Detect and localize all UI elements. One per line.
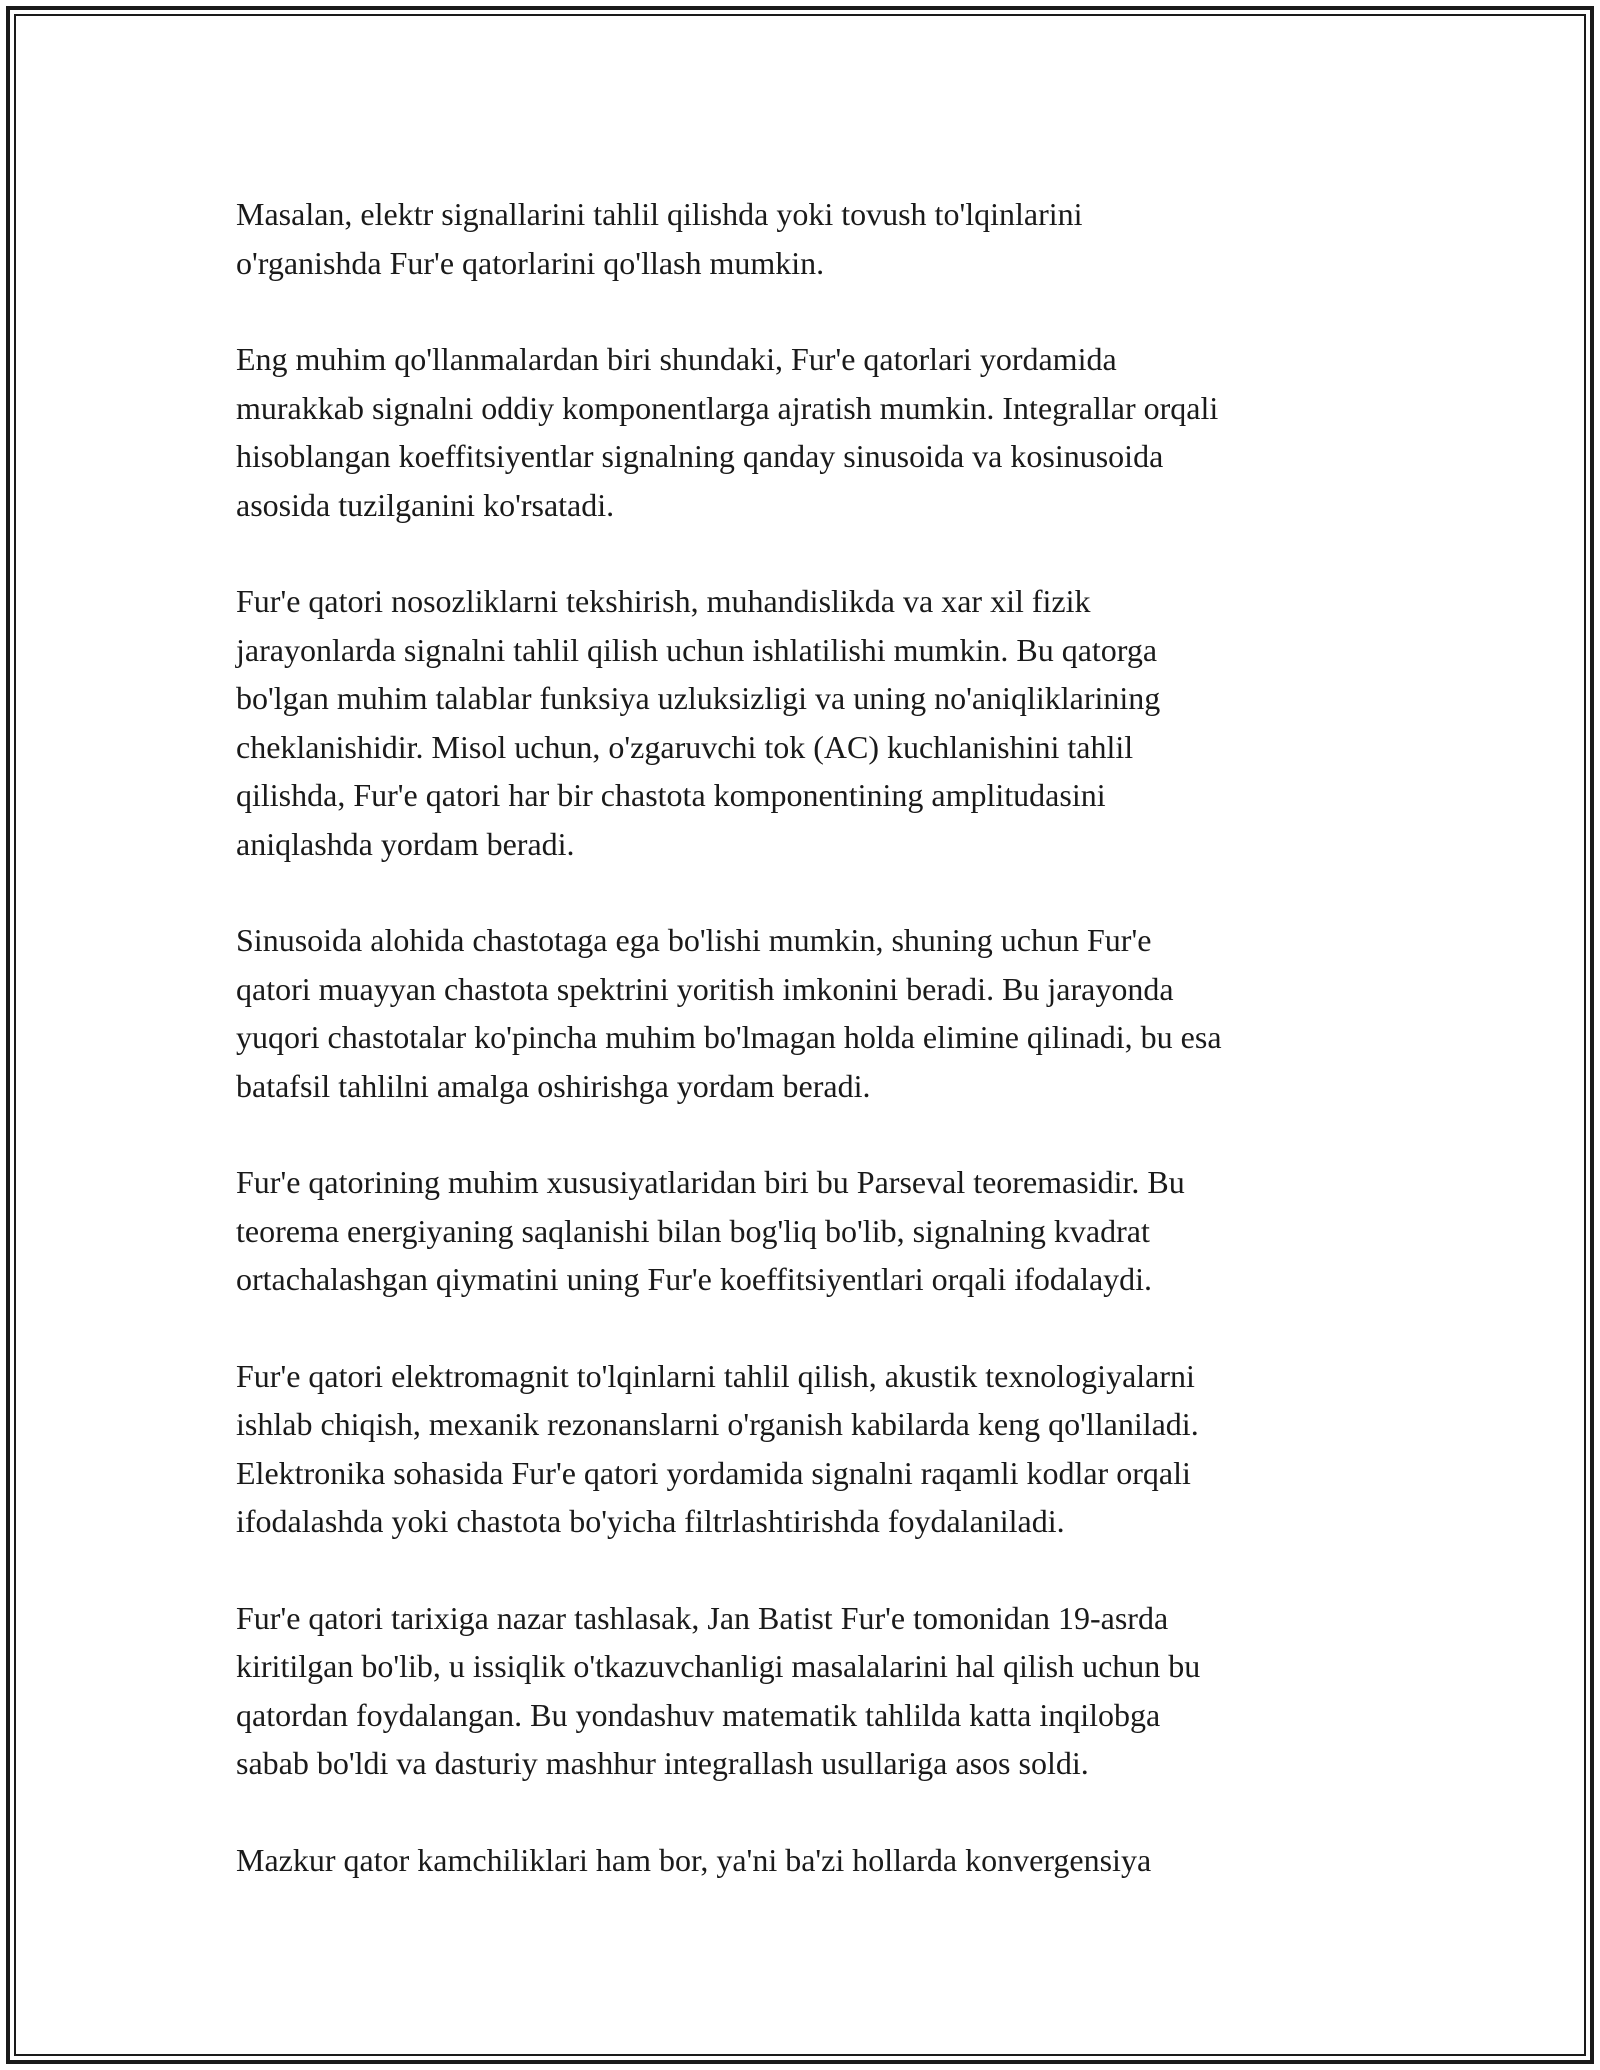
- text-line: murakkab signalni oddiy komponentlarga ajratish mumkin. Integrallar orqali: [236, 389, 1219, 426]
- paragraph: [236, 1352, 1386, 1546]
- text-line: qatori muayyan chastota spektrini yoritish imkonini beradi. Bu jarayonda: [236, 970, 1174, 1007]
- text-line: Sinusoida alohida chastotaga ega bo'lishi mumkin, shuning uchun Fur'e: [236, 922, 1152, 958]
- text-line: o'rganishda Fur'e qatorlarini qo'llash mumkin.: [236, 244, 825, 281]
- text-line: ishlab chiqish, mexanik rezonanslarni o'rganish kabilarda keng qo'llaniladi.: [236, 1406, 1199, 1442]
- text-line: jarayonlarda signalni tahlil qilish uchun ishlatilishi mumkin. Bu qatorga: [236, 631, 1158, 668]
- text-line: Fur'e qatorining muhim xususiyatlaridan biri bu Parseval teoremasidir. Bu: [236, 1164, 1185, 1200]
- text-line: qilishda, Fur'e qatori har bir chastota komponentining amplitudasini: [236, 777, 1106, 813]
- text-line: ortachalashgan qiymatini uning Fur'e koeffitsiyentlari orqali ifodalaydi.: [236, 1261, 1153, 1297]
- paragraph: [236, 1594, 1386, 1788]
- paragraph: [236, 335, 1386, 529]
- text-line: yuqori chastotalar ko'pincha muhim bo'lmagan holda elimine qilinadi, bu esa: [236, 1019, 1222, 1055]
- text-line: bo'lgan muhim talablar funksiya uzluksizligi va uning no'aniqliklarining: [236, 680, 1161, 716]
- text-line: Eng muhim qo'llanmalardan biri shundaki, Fur'e qatorlari yordamida: [236, 341, 1117, 377]
- text-line: Masalan, elektr signallarini tahlil qilishda yoki tovush to'lqinlarini: [236, 196, 1083, 232]
- text-line: asosida tuzilganini ko'rsatadi.: [236, 486, 615, 523]
- text-line: cheklanishidir. Misol uchun, o'zgaruvchi tok (AC) kuchlanishini tahlil: [236, 728, 1134, 765]
- paragraph: [236, 190, 1386, 287]
- text-line: Elektronika sohasida Fur'e qatori yordamida signalni raqamli kodlar orqali: [236, 1454, 1191, 1491]
- document-body: [236, 190, 1386, 1932]
- paragraph: [236, 916, 1386, 1110]
- text-line: Fur'e qatori elektromagnit to'lqinlarni tahlil qilish, akustik texnologiyalarni: [236, 1357, 1195, 1394]
- paragraph: [236, 577, 1386, 868]
- text-line: Mazkur qator kamchiliklari ham bor, ya'ni ba'zi hollarda konvergensiya: [236, 1841, 1152, 1878]
- text-line: hisoblangan koeffitsiyentlar signalning qanday sinusoida va kosinusoida: [236, 438, 1164, 474]
- text-line: Fur'e qatori nosozliklarni tekshirish, muhandislikda va xar xil fizik: [236, 583, 1091, 619]
- text-line: ifodalashda yoki chastota bo'yicha filtrlashtirishda foydalaniladi.: [236, 1503, 1065, 1539]
- paragraph: [236, 1158, 1386, 1304]
- text-line: sabab bo'ldi va dasturiy mashhur integrallash usullariga asos soldi.: [236, 1745, 1089, 1781]
- text-line: kiritilgan bo'lib, u issiqlik o'tkazuvchanligi masalalarini hal qilish uchun bu: [236, 1648, 1201, 1684]
- text-line: batafsil tahlilni amalga oshirishga yordam beradi.: [236, 1067, 871, 1104]
- text-line: teorema energiyaning saqlanishi bilan bog'liq bo'lib, signalning kvadrat: [236, 1212, 1150, 1249]
- text-line: Fur'e qatori tarixiga nazar tashlasak, Jan Batist Fur'e tomonidan 19-asrda: [236, 1599, 1169, 1636]
- text-line: aniqlashda yordam beradi.: [236, 825, 575, 862]
- paragraph: [236, 1836, 1386, 1885]
- text-line: qatordan foydalangan. Bu yondashuv matematik tahlilda katta inqilobga: [236, 1696, 1161, 1733]
